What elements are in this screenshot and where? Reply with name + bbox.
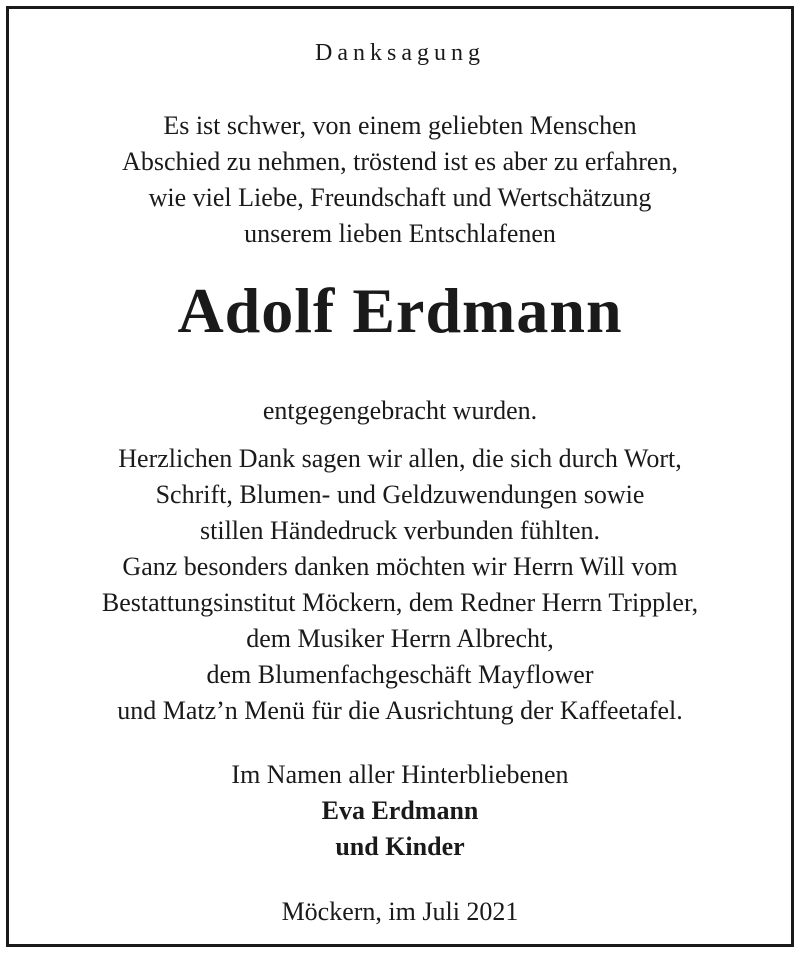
thanks-line: Bestattungsinstitut Möckern, dem Redner Herrn Trippler, (101, 588, 699, 617)
intro-paragraph (9, 108, 791, 252)
intro-line: unserem lieben Entschlafenen (244, 219, 556, 248)
thanks-paragraph (9, 441, 791, 729)
thanks-line: stillen Händedruck verbunden fühlten. (200, 516, 600, 545)
thanks-line: dem Musiker Herrn Albrecht, (246, 624, 554, 653)
closing-text: Im Namen aller Hinterbliebenen (231, 760, 569, 789)
thanks-line: Schrift, Blumen- und Geldzuwendungen sowie (155, 480, 645, 509)
signer-name: und Kinder (335, 832, 465, 861)
notice-heading: Danksagung (315, 40, 485, 66)
intro-line: Abschied zu nehmen, tröstend ist es aber zu erfahren, (122, 147, 678, 176)
signer-name: Eva Erdmann (321, 796, 479, 825)
thanks-line: Herzlichen Dank sagen wir allen, die sich durch Wort, (118, 444, 682, 473)
deceased-name: Adolf Erdmann (177, 275, 623, 346)
after-name-text: entgegengebracht wurden. (262, 396, 538, 425)
thanks-line: Ganz besonders danken möchten wir Herrn Will vom (122, 552, 678, 581)
thanks-line: und Matz’n Menü für die Ausrichtung der Kaffeetafel. (117, 696, 683, 725)
place-date: Möckern, im Juli 2021 (281, 897, 519, 926)
intro-line: Es ist schwer, von einem geliebten Menschen (163, 111, 637, 140)
closing-block (9, 757, 791, 865)
notice-frame (6, 6, 794, 947)
intro-line: wie viel Liebe, Freundschaft und Wertschätzung (148, 183, 652, 212)
thanks-line: dem Blumenfachgeschäft Mayflower (206, 660, 594, 689)
